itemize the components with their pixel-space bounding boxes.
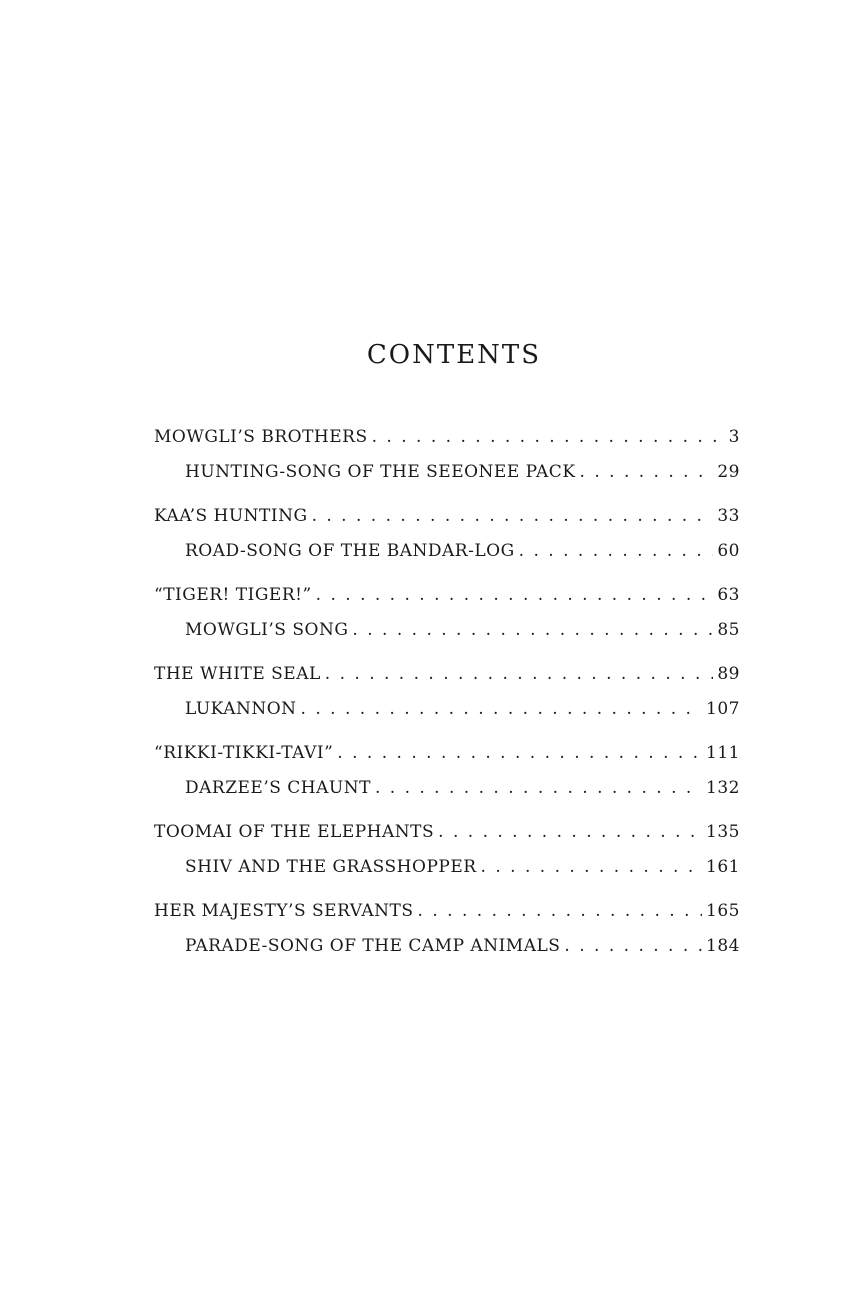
- entry-title: LUKANNON: [185, 699, 297, 719]
- entry-page-number: 3: [728, 427, 740, 447]
- page-title: CONTENTS: [366, 340, 542, 370]
- toc-entry: [154, 506, 740, 541]
- entry-page-number: 63: [717, 585, 740, 605]
- toc-entry: [154, 778, 740, 813]
- dot-leader: [418, 901, 703, 921]
- toc-entry: [154, 541, 740, 576]
- entry-page-number: 33: [717, 506, 740, 526]
- toc-entry: [154, 664, 740, 699]
- toc-entry: [154, 822, 740, 857]
- entry-title: HER MAJESTY’S SERVANTS: [154, 901, 414, 921]
- dot-leader: [375, 778, 702, 798]
- entry-title: “TIGER! TIGER!”: [154, 585, 312, 605]
- entry-page-number: 107: [706, 699, 740, 719]
- entry-page-number: 132: [706, 778, 740, 798]
- dot-leader: [325, 664, 714, 684]
- toc-entry: [154, 462, 740, 497]
- entry-title: SHIV AND THE GRASSHOPPER: [185, 857, 477, 877]
- entry-title: MOWGLI’S BROTHERS: [154, 427, 368, 447]
- dot-leader: [481, 857, 703, 877]
- entry-title: DARZEE’S CHAUNT: [185, 778, 371, 798]
- entry-title: PARADE-SONG OF THE CAMP ANIMALS: [185, 936, 561, 956]
- dot-leader: [316, 585, 714, 605]
- entry-page-number: 165: [706, 901, 740, 921]
- table-of-contents: [154, 427, 740, 971]
- entry-page-number: 89: [717, 664, 740, 684]
- entry-page-number: 60: [717, 541, 740, 561]
- entry-page-number: 161: [706, 857, 740, 877]
- entry-page-number: 135: [706, 822, 740, 842]
- entry-page-number: 85: [717, 620, 740, 640]
- toc-entry: [154, 857, 740, 892]
- toc-entry: [154, 743, 740, 778]
- dot-leader: [372, 427, 725, 447]
- dot-leader: [312, 506, 714, 526]
- dot-leader: [438, 822, 702, 842]
- entry-title: ROAD-SONG OF THE BANDAR-LOG: [185, 541, 515, 561]
- toc-entry: [154, 699, 740, 734]
- dot-leader: [580, 462, 714, 482]
- toc-entry: [154, 620, 740, 655]
- dot-leader: [301, 699, 703, 719]
- entry-title: HUNTING-SONG OF THE SEEONEE PACK: [185, 462, 576, 482]
- dot-leader: [337, 743, 702, 763]
- toc-entry: [154, 585, 740, 620]
- dot-leader: [564, 936, 702, 956]
- dot-leader: [352, 620, 713, 640]
- entry-page-number: 111: [706, 743, 740, 763]
- entry-page-number: 29: [717, 462, 740, 482]
- entry-title: MOWGLI’S SONG: [185, 620, 349, 640]
- toc-entry: [154, 427, 740, 462]
- entry-title: “RIKKI-TIKKI-TAVI”: [154, 743, 334, 763]
- entry-page-number: 184: [706, 936, 740, 956]
- dot-leader: [519, 541, 714, 561]
- entry-title: TOOMAI OF THE ELEPHANTS: [154, 822, 435, 842]
- toc-entry: [154, 901, 740, 936]
- entry-title: KAA’S HUNTING: [154, 506, 308, 526]
- entry-title: THE WHITE SEAL: [154, 664, 321, 684]
- toc-entry: [154, 936, 740, 971]
